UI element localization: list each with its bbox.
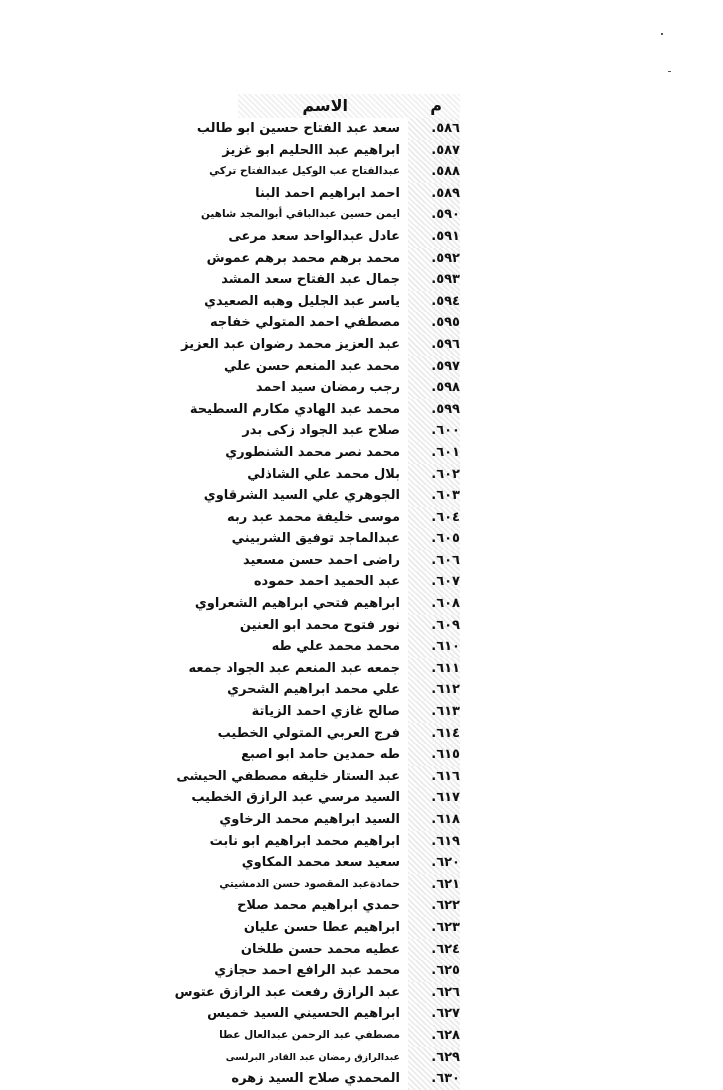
row-name: ياسر عبد الجليل وهبه الصعيدي [204,293,400,309]
row-number: ٥٩٢. [408,248,460,270]
scan-speck [668,71,671,72]
table-row [238,895,460,917]
row-name: عبد الستار خليفه مصطفي الحيشى [176,768,400,784]
row-name: سعيد سعد محمد المكاوي [241,855,400,871]
table-row [200,204,460,226]
row-name: عبدالرازق رمضان عبد القادر البرلسى [225,1051,400,1063]
table-row [209,831,460,853]
row-name: احمد ابراهيم احمد البنا [255,185,400,201]
row-number: ٦١٠. [408,636,460,658]
row-name: رجب رمضان سيد احمد [255,380,400,396]
row-name: مصطفي احمد المتولي خفاجه [209,315,400,331]
table-row [238,420,460,442]
row-number: ٦٠٣. [408,485,460,507]
row-number: ٥٩٦. [408,334,460,356]
row-number: ٦١٥. [408,744,460,766]
row-number: ٥٩١. [408,226,460,248]
table-row [219,874,460,896]
row-number: ٦٢٩. [408,1047,460,1069]
row-number: ٥٨٧. [408,140,460,162]
row-number: ٦١٣. [408,701,460,723]
row-name: حمادةعبد المقصود حسن الدمشيتي [219,877,400,890]
table-row [238,917,460,939]
table-row [225,1047,460,1069]
row-number: ٦٢٥. [408,960,460,982]
row-name: عبد الرازق رفعت عبد الرازق عتوس [174,984,400,1000]
table-row [226,507,460,529]
row-name: ابراهيم فتحي ابراهيم الشعراوي [194,596,400,612]
header-name: الاسم [302,96,348,115]
row-number: ٥٩٧. [408,356,460,378]
table-row [224,356,460,378]
row-number: ٥٩٣. [408,269,460,291]
table-row [203,485,460,507]
row-name: راضى احمد حسن مسعيد [242,552,400,568]
table-row [238,550,460,572]
table-row [238,183,460,205]
row-number: ٦٢٣. [408,917,460,939]
row-number: ٥٩٨. [408,377,460,399]
table-row [231,1068,460,1090]
table-row [228,226,460,248]
header-number: م [430,96,442,115]
row-number: ٦١٤. [408,723,460,745]
row-number: ٥٩٤. [408,291,460,313]
row-name: محمد نصر محمد الشنطوري [225,444,400,460]
table-row [238,701,460,723]
table-row [206,248,460,270]
row-number: ٦١٩. [408,831,460,853]
row-number: ٥٨٨. [408,161,460,183]
table-row [214,960,460,982]
row-number: ٦٢٨. [408,1025,460,1047]
row-number: ٥٩٥. [408,312,460,334]
row-number: ٦٠٩. [408,615,460,637]
table-row [207,1003,460,1025]
row-name: السيد مرسي عبد الرازق الخطيب [191,790,400,806]
row-number: ٦١٧. [408,787,460,809]
row-number: ٦١٦. [408,766,460,788]
row-name: عبد الحميد احمد حموده [253,574,400,590]
row-name: ابراهيم الحسيني السيد خميس [207,1006,400,1022]
row-number: ٦٠٨. [408,593,460,615]
row-name: محمد عبد المنعم حسن علي [224,358,400,374]
row-number: ٦١٢. [408,679,460,701]
row-name: صالح غازي احمد الزياتة [251,704,400,720]
row-number: ٥٨٩. [408,183,460,205]
table-row [238,939,460,961]
row-name: محمد عبد الهادي مكارم السطيحة [189,401,400,417]
row-number: ٦٢٦. [408,982,460,1004]
row-name: عبدالفتاح عب الوكيل عبدالفتاح تركي [209,165,400,178]
row-name: عبد العزيز محمد رضوان عبد العزيز [181,336,400,352]
row-name: مصطفي عبد الرحمن عبدالعال عطا [219,1028,400,1041]
row-name: عطيه محمد حسن طلخان [240,941,400,957]
table-row [176,766,460,788]
row-number: ٦٠٤. [408,507,460,529]
table-row [238,636,460,658]
table-row [219,1025,460,1047]
table-row [181,334,460,356]
row-name: محمد برهم محمد برهم عموش [206,250,400,266]
names-table [174,118,460,1090]
row-name: المحمدي صلاح السيد زهره [231,1071,400,1087]
row-number: ٦٢٢. [408,895,460,917]
table-row [188,658,460,680]
table-row [238,852,460,874]
row-name: محمد محمد علي طه [271,639,400,655]
row-name: ابراهيم محمد ابراهيم ابو نابت [209,833,400,849]
row-name: علي محمد ابراهيم الشحري [227,682,400,698]
table-row [238,615,460,637]
row-number: ٦٣٠. [408,1068,460,1090]
row-name: عبدالماجد توفيق الشربيني [231,531,400,547]
row-name: بلال محمد علي الشاذلي [247,466,400,482]
row-number: ٦٠٠. [408,420,460,442]
table-row [194,593,460,615]
table-row [231,528,460,550]
table-header [238,94,460,118]
table-row [217,723,460,745]
row-number: ٥٩٠. [408,204,460,226]
row-name: الجوهري علي السيد الشرقاوي [203,488,400,504]
row-name: نور فتوح محمد ابو العنين [239,617,400,633]
row-number: ٦٠٦. [408,550,460,572]
row-number: ٦٢٤. [408,939,460,961]
row-name: صلاح عبد الجواد زكى بدر [242,423,400,439]
table-row [191,787,460,809]
row-name: ابراهيم عطا حسن عليان [243,919,400,935]
table-row [196,118,460,140]
table-row [222,140,460,162]
table-row [238,571,460,593]
table-row [204,291,460,313]
table-row [209,312,460,334]
row-number: ٥٩٩. [408,399,460,421]
table-row [238,744,460,766]
row-number: ٦٢٠. [408,852,460,874]
row-name: ابراهيم عبد االحليم ابو غزيز [222,142,400,158]
row-name: طه حمدين حامد ابو اصبع [241,747,400,763]
table-row [225,442,460,464]
row-number: ٦٠٢. [408,464,460,486]
table-row [189,399,460,421]
row-number: ٦٠١. [408,442,460,464]
row-name: فرج العربي المتولي الخطيب [217,725,400,741]
row-name: موسى خليفة محمد عبد ربه [226,509,400,525]
row-name: ايمن حسين عبدالباقي أبوالمجد شاهين [200,208,400,221]
row-number: ٦١٨. [408,809,460,831]
table-row [238,377,460,399]
row-number: ٦١١. [408,658,460,680]
row-name: محمد عبد الرافع احمد حجازي [214,963,400,979]
row-name: عادل عبدالواحد سعد مرعى [228,228,400,244]
table-row [221,269,460,291]
row-name: سعد عبد الفتاح حسين ابو طالب [196,121,400,136]
table-row [209,161,460,183]
row-number: ٥٨٦. [408,118,460,140]
row-number: ٦٢١. [408,874,460,896]
row-number: ٦٠٧. [408,571,460,593]
row-name: السيد ابراهيم محمد الرخاوي [219,812,400,827]
scan-speck [661,33,663,35]
table-row [219,809,460,831]
row-number: ٦٠٥. [408,528,460,550]
row-name: جمال عبد الفتاح سعد المشد [221,272,400,288]
row-name: جمعه عبد المنعم عبد الجواد جمعه [188,660,400,676]
table-row [227,679,460,701]
table-row [238,464,460,486]
row-name: حمدي ابراهيم محمد صلاح [237,898,400,914]
row-number: ٦٢٧. [408,1003,460,1025]
table-row [174,982,460,1004]
